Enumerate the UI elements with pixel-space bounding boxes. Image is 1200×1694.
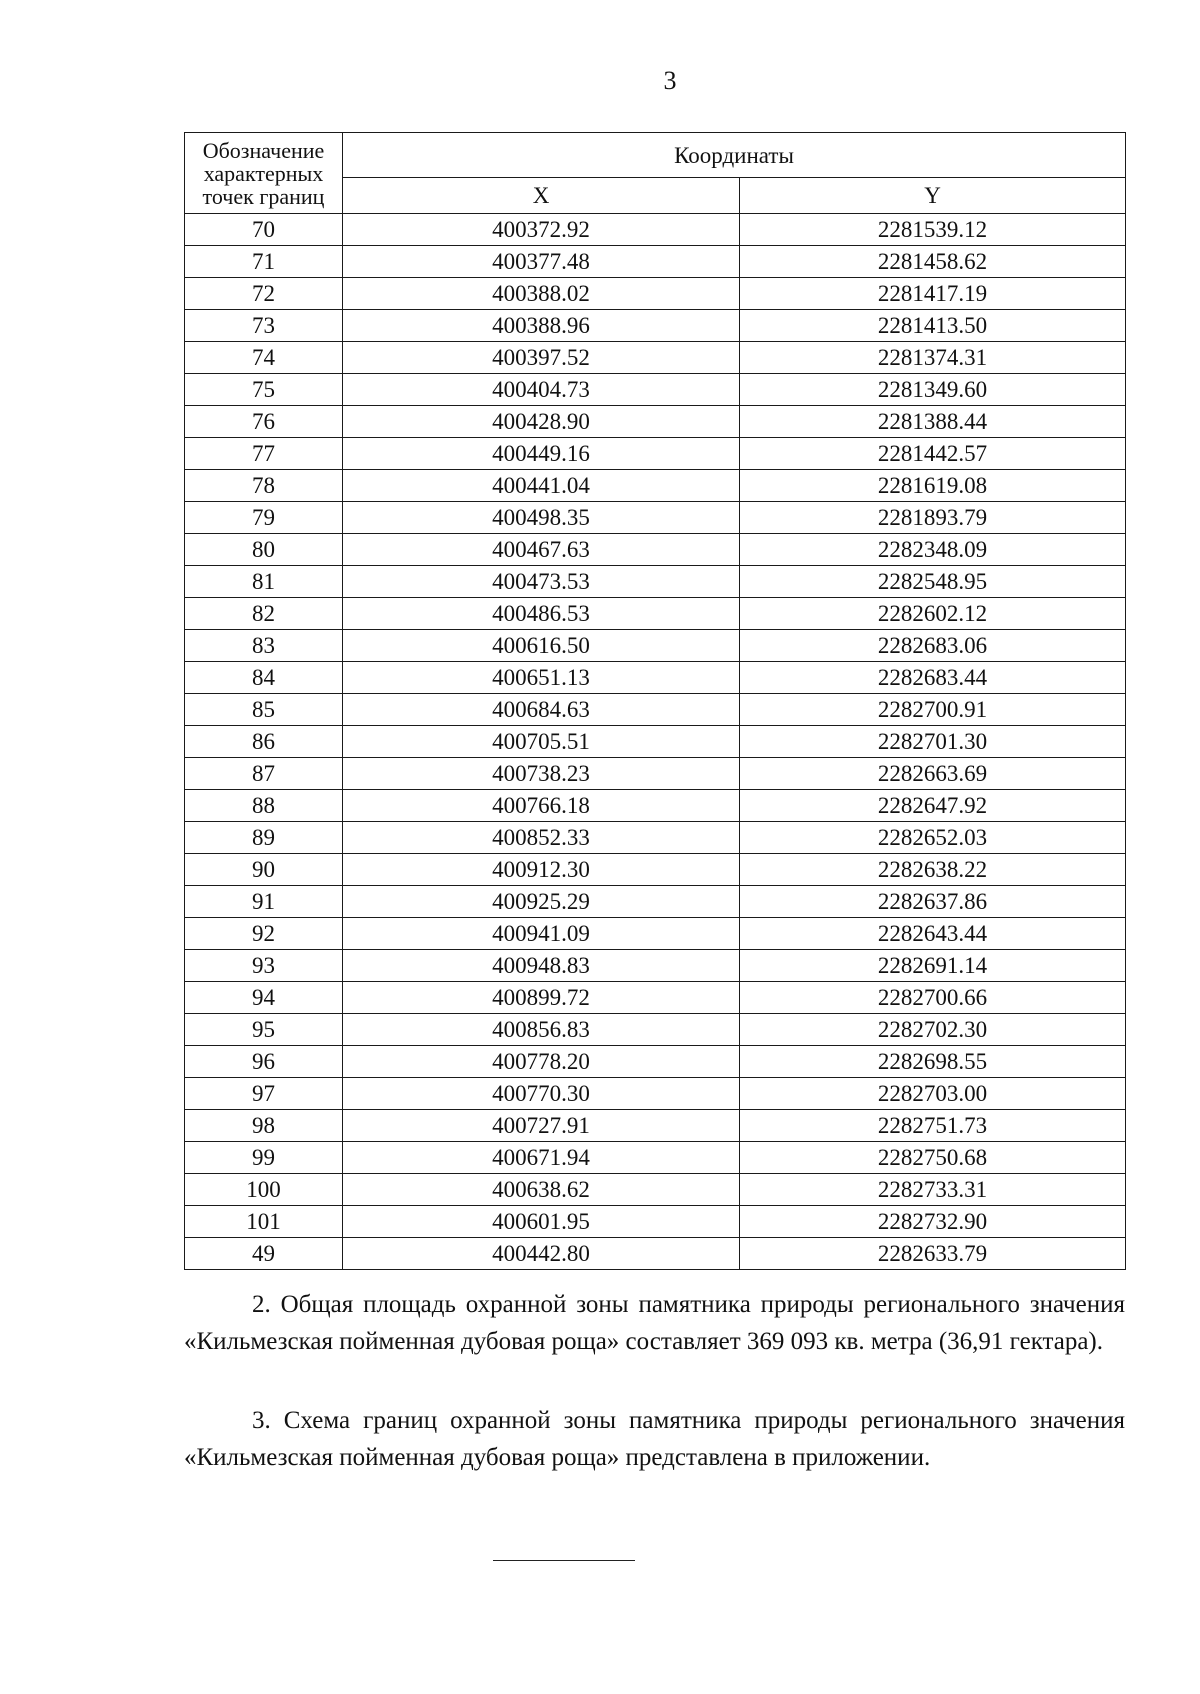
x-coordinate-cell: 400941.09	[343, 918, 740, 950]
paragraph-scheme: 3. Схема границ охранной зоны памятника природы регионального значения «Кильмезская пойменная дубовая роща» представлена в приложении.	[184, 1407, 1125, 1471]
table-row	[185, 854, 1126, 886]
table-row	[185, 790, 1126, 822]
table-row	[185, 918, 1126, 950]
point-id-cell: 90	[185, 854, 343, 886]
table-row	[185, 1142, 1126, 1174]
y-coordinate-cell: 2282703.00	[740, 1078, 1126, 1110]
y-coordinate-cell: 2282647.92	[740, 790, 1126, 822]
table-row	[185, 1238, 1126, 1270]
point-id-cell: 74	[185, 342, 343, 374]
x-coordinate-cell: 400473.53	[343, 566, 740, 598]
x-coordinate-cell: 400377.48	[343, 246, 740, 278]
x-coordinate-cell: 400727.91	[343, 1110, 740, 1142]
table-row	[185, 534, 1126, 566]
point-id-cell: 77	[185, 438, 343, 470]
table-row	[185, 1174, 1126, 1206]
y-coordinate-cell: 2281619.08	[740, 470, 1126, 502]
x-coordinate-cell: 400925.29	[343, 886, 740, 918]
point-id-cell: 91	[185, 886, 343, 918]
point-id-cell: 49	[185, 1238, 343, 1270]
x-coordinate-cell: 400738.23	[343, 758, 740, 790]
y-coordinate-cell: 2281539.12	[740, 214, 1126, 246]
y-coordinate-cell: 2281388.44	[740, 406, 1126, 438]
x-coordinate-cell: 400671.94	[343, 1142, 740, 1174]
table-row	[185, 278, 1126, 310]
table-body	[185, 214, 1126, 1270]
x-coordinate-cell: 400766.18	[343, 790, 740, 822]
point-id-cell: 87	[185, 758, 343, 790]
table-row	[185, 406, 1126, 438]
y-coordinate-cell: 2281417.19	[740, 278, 1126, 310]
point-id-cell: 70	[185, 214, 343, 246]
table-row	[185, 726, 1126, 758]
x-coordinate-cell: 400899.72	[343, 982, 740, 1014]
x-coordinate-cell: 400404.73	[343, 374, 740, 406]
x-coordinate-cell: 400397.52	[343, 342, 740, 374]
table-row	[185, 246, 1126, 278]
header-y: Y	[740, 178, 1126, 214]
header-x: X	[343, 178, 740, 214]
y-coordinate-cell: 2282701.30	[740, 726, 1126, 758]
y-coordinate-cell: 2281413.50	[740, 310, 1126, 342]
point-id-cell: 97	[185, 1078, 343, 1110]
point-id-cell: 95	[185, 1014, 343, 1046]
table-row	[185, 342, 1126, 374]
point-id-cell: 85	[185, 694, 343, 726]
point-id-cell: 73	[185, 310, 343, 342]
x-coordinate-cell: 400778.20	[343, 1046, 740, 1078]
x-coordinate-cell: 400852.33	[343, 822, 740, 854]
point-id-cell: 81	[185, 566, 343, 598]
y-coordinate-cell: 2282652.03	[740, 822, 1126, 854]
paragraph-area: 2. Общая площадь охранной зоны памятника природы регионального значения «Кильмезская пойменная дубовая роща» составляет 369 093 кв. метра (36,91 гектара).	[184, 1291, 1125, 1355]
point-id-cell: 93	[185, 950, 343, 982]
y-coordinate-cell: 2282691.14	[740, 950, 1126, 982]
point-id-cell: 98	[185, 1110, 343, 1142]
y-coordinate-cell: 2282700.91	[740, 694, 1126, 726]
point-id-cell: 80	[185, 534, 343, 566]
y-coordinate-cell: 2282633.79	[740, 1238, 1126, 1270]
y-coordinate-cell: 2282602.12	[740, 598, 1126, 630]
y-coordinate-cell: 2282643.44	[740, 918, 1126, 950]
x-coordinate-cell: 400442.80	[343, 1238, 740, 1270]
point-id-cell: 84	[185, 662, 343, 694]
x-coordinate-cell: 400770.30	[343, 1078, 740, 1110]
y-coordinate-cell: 2282702.30	[740, 1014, 1126, 1046]
x-coordinate-cell: 400638.62	[343, 1174, 740, 1206]
point-id-cell: 78	[185, 470, 343, 502]
x-coordinate-cell: 400372.92	[343, 214, 740, 246]
table-row	[185, 438, 1126, 470]
header-point-designation: Обозначение характерных точек границ	[185, 133, 343, 214]
x-coordinate-cell: 400467.63	[343, 534, 740, 566]
coordinates-table	[184, 132, 1126, 1270]
y-coordinate-cell: 2282698.55	[740, 1046, 1126, 1078]
point-id-cell: 96	[185, 1046, 343, 1078]
table-row	[185, 1078, 1126, 1110]
x-coordinate-cell: 400388.96	[343, 310, 740, 342]
table-row	[185, 1014, 1126, 1046]
table-row	[185, 694, 1126, 726]
x-coordinate-cell: 400856.83	[343, 1014, 740, 1046]
point-id-cell: 83	[185, 630, 343, 662]
y-coordinate-cell: 2281349.60	[740, 374, 1126, 406]
point-id-cell: 82	[185, 598, 343, 630]
y-coordinate-cell: 2282663.69	[740, 758, 1126, 790]
x-coordinate-cell: 400449.16	[343, 438, 740, 470]
table-row	[185, 630, 1126, 662]
x-coordinate-cell: 400498.35	[343, 502, 740, 534]
point-id-cell: 72	[185, 278, 343, 310]
point-id-cell: 79	[185, 502, 343, 534]
x-coordinate-cell: 400486.53	[343, 598, 740, 630]
point-id-cell: 89	[185, 822, 343, 854]
y-coordinate-cell: 2282638.22	[740, 854, 1126, 886]
table-row	[185, 1206, 1126, 1238]
table-row	[185, 662, 1126, 694]
x-coordinate-cell: 400912.30	[343, 854, 740, 886]
x-coordinate-cell: 400948.83	[343, 950, 740, 982]
y-coordinate-cell: 2282683.06	[740, 630, 1126, 662]
y-coordinate-cell: 2282700.66	[740, 982, 1126, 1014]
header-coordinates: Координаты	[343, 133, 1126, 178]
x-coordinate-cell: 400705.51	[343, 726, 740, 758]
table-row	[185, 374, 1126, 406]
table-row	[185, 950, 1126, 982]
table-row	[185, 822, 1126, 854]
y-coordinate-cell: 2282750.68	[740, 1142, 1126, 1174]
y-coordinate-cell: 2282548.95	[740, 566, 1126, 598]
y-coordinate-cell: 2282751.73	[740, 1110, 1126, 1142]
y-coordinate-cell: 2281442.57	[740, 438, 1126, 470]
table-row	[185, 1110, 1126, 1142]
page-number: 3	[663, 66, 677, 95]
point-id-cell: 101	[185, 1206, 343, 1238]
point-id-cell: 76	[185, 406, 343, 438]
x-coordinate-cell: 400616.50	[343, 630, 740, 662]
y-coordinate-cell: 2281458.62	[740, 246, 1126, 278]
table-row	[185, 214, 1126, 246]
point-id-cell: 94	[185, 982, 343, 1014]
x-coordinate-cell: 400441.04	[343, 470, 740, 502]
x-coordinate-cell: 400684.63	[343, 694, 740, 726]
y-coordinate-cell: 2282732.90	[740, 1206, 1126, 1238]
y-coordinate-cell: 2281893.79	[740, 502, 1126, 534]
point-id-cell: 86	[185, 726, 343, 758]
y-coordinate-cell: 2282348.09	[740, 534, 1126, 566]
table-row	[185, 982, 1126, 1014]
table-row	[185, 758, 1126, 790]
point-id-cell: 92	[185, 918, 343, 950]
table-row	[185, 598, 1126, 630]
y-coordinate-cell: 2282683.44	[740, 662, 1126, 694]
x-coordinate-cell: 400601.95	[343, 1206, 740, 1238]
y-coordinate-cell: 2281374.31	[740, 342, 1126, 374]
y-coordinate-cell: 2282733.31	[740, 1174, 1126, 1206]
point-id-cell: 75	[185, 374, 343, 406]
table-row	[185, 502, 1126, 534]
x-coordinate-cell: 400651.13	[343, 662, 740, 694]
x-coordinate-cell: 400428.90	[343, 406, 740, 438]
table-row	[185, 1046, 1126, 1078]
table-row	[185, 470, 1126, 502]
x-coordinate-cell: 400388.02	[343, 278, 740, 310]
point-id-cell: 100	[185, 1174, 343, 1206]
table-row	[185, 566, 1126, 598]
divider-line	[493, 1560, 635, 1561]
point-id-cell: 88	[185, 790, 343, 822]
table-row	[185, 310, 1126, 342]
point-id-cell: 99	[185, 1142, 343, 1174]
table-row	[185, 886, 1126, 918]
y-coordinate-cell: 2282637.86	[740, 886, 1126, 918]
point-id-cell: 71	[185, 246, 343, 278]
